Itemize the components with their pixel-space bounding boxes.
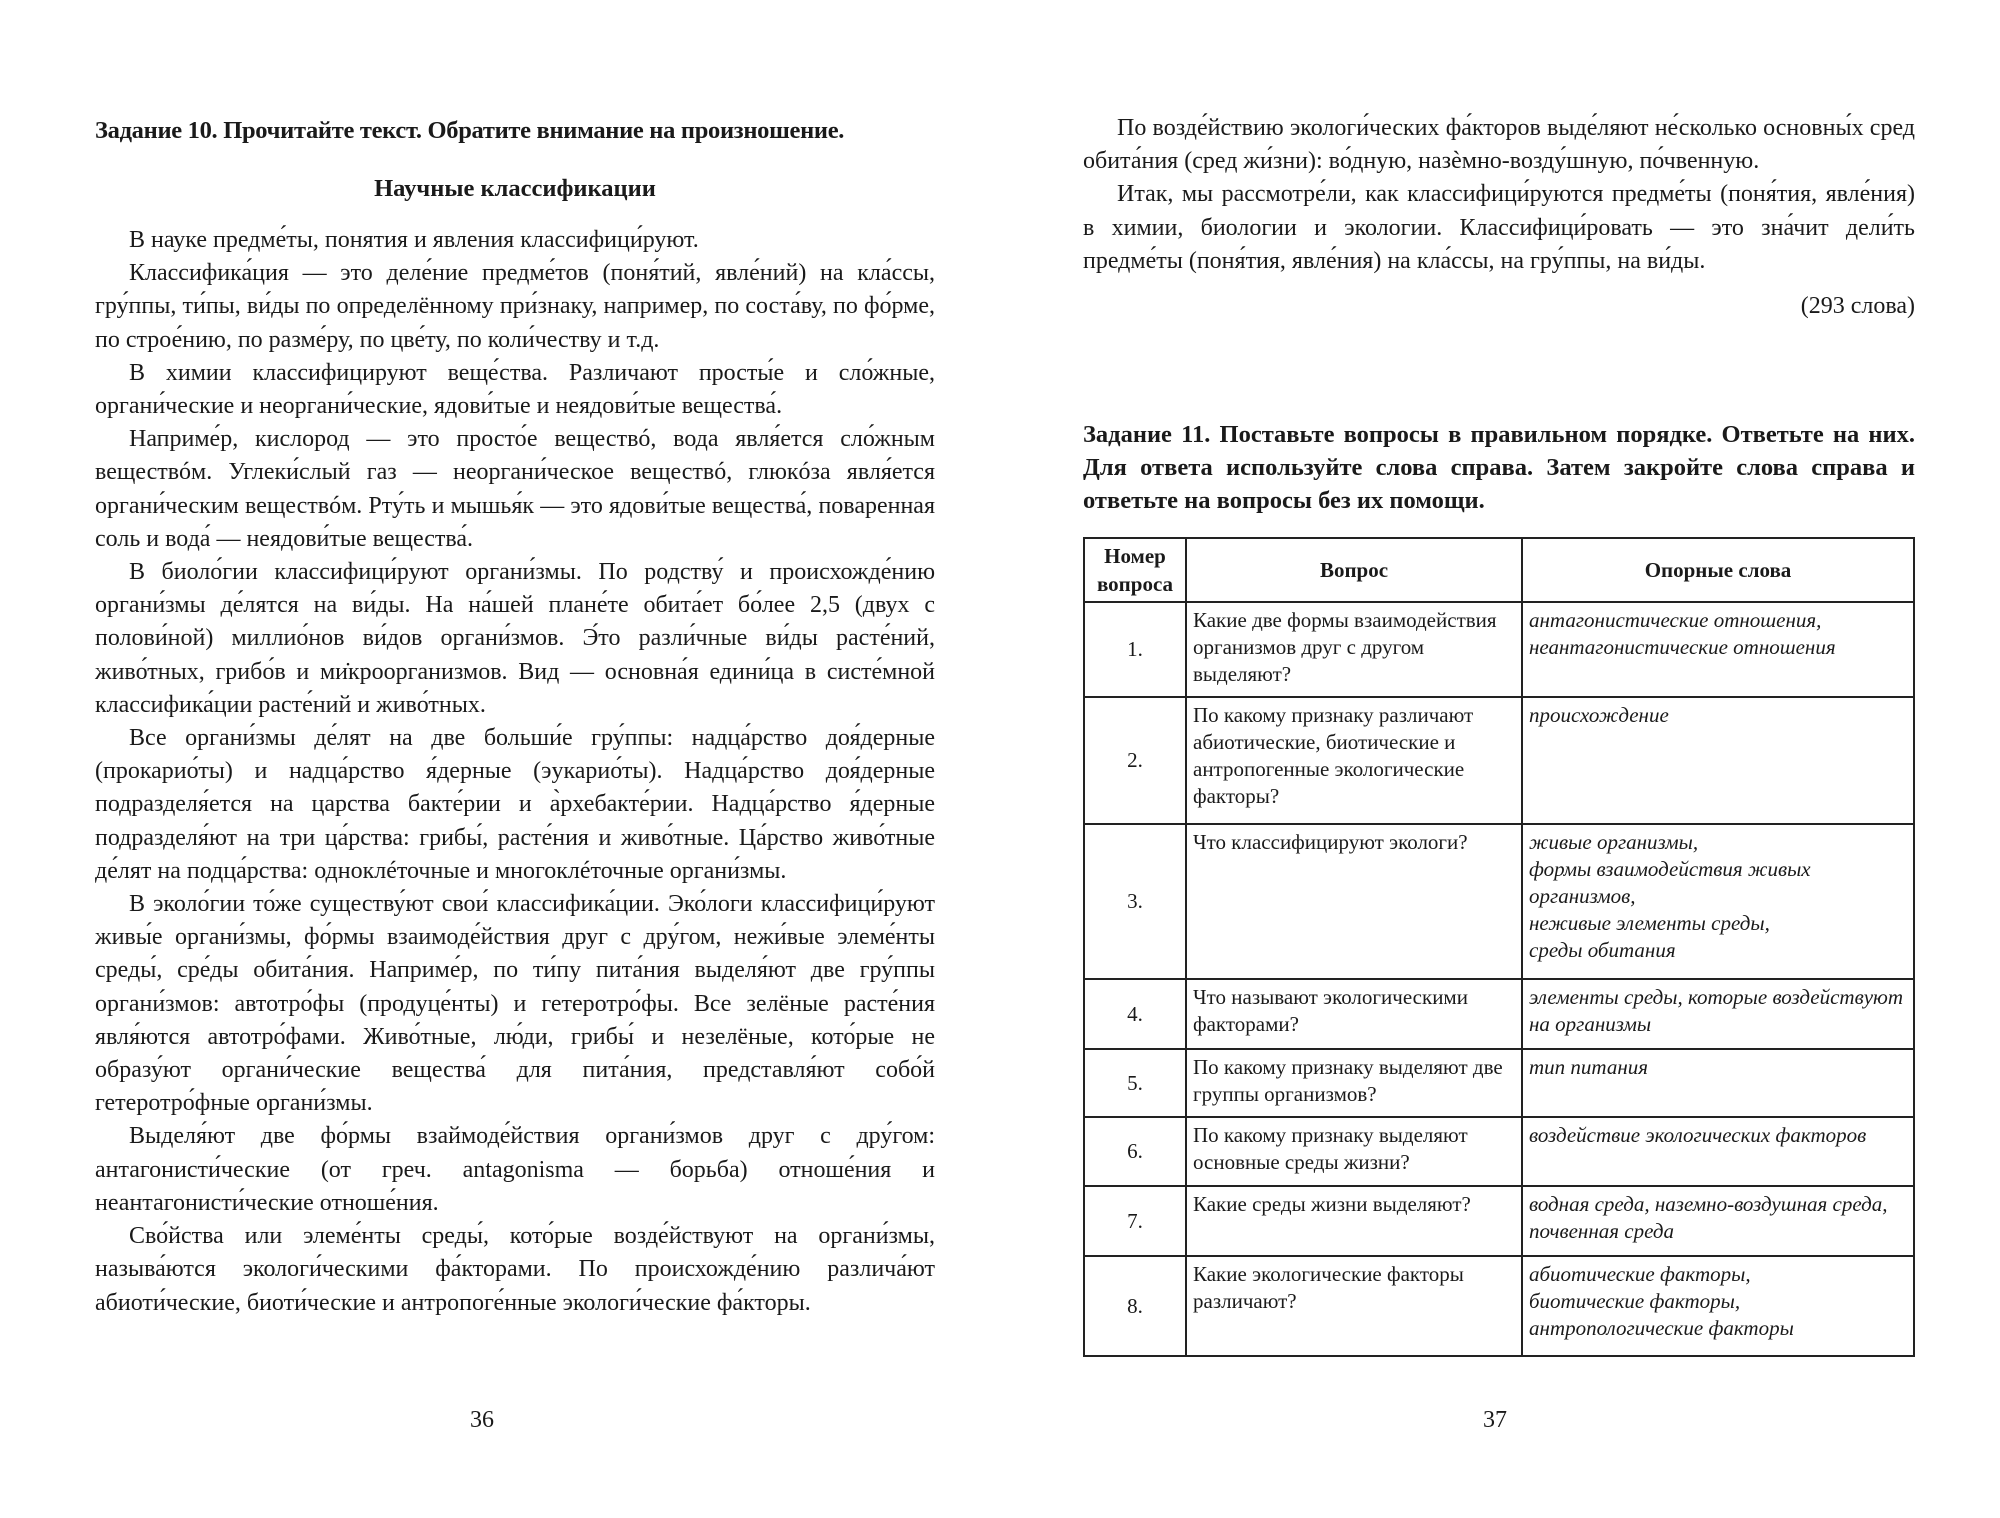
page-number-left: 36	[470, 1407, 494, 1433]
row-keywords	[1522, 824, 1914, 979]
keyword: антропологические факторы	[1529, 1316, 1794, 1340]
row-question: Какие среды жизни выделяют?	[1186, 1186, 1522, 1256]
table-header-row	[1084, 538, 1914, 602]
row-number: 1.	[1084, 602, 1186, 697]
task-10-heading: Задание 10. Прочитайте текст. Обратите внимание на произношение.	[95, 117, 845, 144]
paragraph: Классифика́ция — это деле́ние предме́тов (поня́тий, явле́ний) на кла́ссы, гру́ппы, ти́пы, ви́ды по определённому при́знаку, например, по соста́ву, по фо́рме, по строе́нию, по разме́ру, по цве́ту, по коли́честву и т.д.	[95, 260, 935, 353]
paragraph: В науке предме́ты, понятия и явления классифици́руют.	[129, 227, 699, 253]
row-keywords	[1522, 979, 1914, 1049]
keyword: тип питания	[1529, 1055, 1649, 1079]
keyword: неантагонистические отношения	[1529, 635, 1836, 659]
table-row	[1084, 1117, 1914, 1186]
table-row	[1084, 697, 1914, 824]
row-question: Что классифицируют экологи?	[1186, 824, 1522, 979]
keyword: воздействие экологических факторов	[1529, 1123, 1867, 1147]
questions-table	[1083, 537, 1915, 1357]
row-keywords	[1522, 602, 1914, 697]
row-number: 6.	[1084, 1117, 1186, 1186]
row-question: Какие две формы взаимодействия организмов друг с другом выделяют?	[1186, 602, 1522, 697]
row-number: 4.	[1084, 979, 1186, 1049]
row-number: 5.	[1084, 1049, 1186, 1117]
table-row	[1084, 1256, 1914, 1356]
header-number: Номер вопроса	[1084, 538, 1186, 602]
row-number: 7.	[1084, 1186, 1186, 1256]
row-keywords	[1522, 1186, 1914, 1256]
row-question: Что называют экологическими факторами?	[1186, 979, 1522, 1049]
table-row	[1084, 1049, 1914, 1117]
row-question: По какому признаку выделяют две группы организмов?	[1186, 1049, 1522, 1117]
section-title: Научные классификации	[374, 175, 656, 202]
paragraph: Выделя́ют две фо́рмы взаймоде́йствия органи́змов друг с дру́гом: антагонисти́ческие (от греч. antagonisma — борьба) отноше́ния и неантагонисти́ческие отноше́ния.	[95, 1123, 936, 1216]
row-keywords	[1522, 1117, 1914, 1186]
keyword: формы взаимодействия живых организмов,	[1529, 857, 1811, 908]
paragraph: В биоло́гии классифици́руют органи́змы. По родству́ и происхожде́нию органи́змы де́лятся на ви́ды. На на́шей плане́те обита́ет бо́лее 2,5 (двух с полови́ной) миллио́нов ви́дов органи́змов. Э́то разли́чные ви́ды расте́ний, живо́тных, грибо́в и ми̇кроорганизмов. Вид — основна́я едини́ца в систе́мной классифика́ции расте́ний и живо́тных.	[95, 559, 935, 718]
paragraph: Сво́йства или элеме́нты среды́, кото́рые возде́йствуют на органи́змы, называ́ются экологи́ческими фа́кторами. По происхожде́нию различа́ют абиоти́ческие, биоти́ческие и антропоге́нные экологи́ческие фа́кторы.	[95, 1223, 935, 1316]
row-number: 8.	[1084, 1256, 1186, 1356]
row-question: По какому признаку различают абиотические, биотические и антропогенные экологические факторы?	[1186, 697, 1522, 824]
keyword: среды обитания	[1529, 938, 1676, 962]
keyword: происхождение	[1529, 703, 1669, 727]
left-body-text	[95, 224, 935, 1320]
keyword: элементы среды, которые воздействуют на организмы	[1529, 985, 1904, 1036]
paragraph: В эколо́гии то́же существу́ют свои́ классифика́ции. Эко́логи классифици́руют живы́е органи́змы, фо́рмы взаимоде́йствия друг с дру́гом, нежи́вые элеме́нты среды́, сре́ды обита́ния. Наприме́р, по ти́пу пита́ния выделя́ют две гру́ппы органи́змов: автотро́фы (продуце́нты) и гетеротро́фы. Все зелёные расте́ния явля́ются автотро́фами. Живо́тные, лю́ди, грибы́ и незелёные, кото́рые не образу́ют органи́ческие вещества́ для пита́ния, представля́ют собо́й гетеротро́фные органи́змы.	[95, 891, 935, 1117]
row-number: 2.	[1084, 697, 1186, 824]
paragraph: Итак, мы рассмотре́ли, как классифици́руются предме́ты (поня́тия, явле́ния) в химии, биологии и экологии. Классифици́ровать — это зна́чит дели́ть предме́ты (поня́тия, явле́ния) на кла́ссы, на гру́ппы, на ви́ды.	[1083, 181, 1915, 274]
row-number: 3.	[1084, 824, 1186, 979]
table-row	[1084, 979, 1914, 1049]
page-number-right: 37	[1483, 1407, 1507, 1433]
keyword: биотические факторы,	[1529, 1289, 1741, 1313]
table-row	[1084, 824, 1914, 979]
paragraph: Наприме́р, кислород — это просто́е веществó, вода явля́ется сло́жным веществóм. Углеки́слый газ — неоргани́ческое веществó, глюкóза явля́ется органи́ческим веществóм. Рту́ть и мышья́к — это ядови́тые вещества́, поваренная соль и вода́ — неядови́тые вещества́.	[95, 426, 935, 552]
keyword: абиотические факторы,	[1529, 1262, 1751, 1286]
row-question: Какие экологические факторы различают?	[1186, 1256, 1522, 1356]
table-row	[1084, 602, 1914, 697]
right-body-text	[1083, 112, 1915, 323]
row-keywords	[1522, 697, 1914, 824]
keyword: живые организмы,	[1529, 830, 1699, 854]
header-keywords: Опорные слова	[1522, 538, 1914, 602]
row-question: По какому признаку выделяют основные среды жизни?	[1186, 1117, 1522, 1186]
table-row	[1084, 1186, 1914, 1256]
paragraph: В химии классифицируют веще́ства. Различают просты́е и сло́жные, органи́ческие и неоргани́ческие, ядови́тые и неядови́тые вещества́.	[95, 359, 935, 420]
paragraph: По возде́йствию экологи́ческих фа́кторов выде́ляют не́сколько основны́х сред обита́ния (сред жи́зни): во́дную, назѐмно-возду́шную, по́чвенную.	[1083, 115, 1915, 175]
word-count: (293 слова)	[1800, 293, 1915, 320]
keyword: неживые элементы среды,	[1529, 911, 1770, 935]
row-keywords	[1522, 1049, 1914, 1117]
header-question: Вопрос	[1186, 538, 1522, 602]
row-keywords	[1522, 1256, 1914, 1356]
paragraph: Все органи́змы де́лят на две больши́е гру́ппы: надца́рство доя́дерные (прокарио́ты) и надца́рство я́дерные (эукарио́ты). Надца́рство доя́дерные подразделя́ется на царства бакте́рии и а̀рхебакте́рии. Надца́рство я́дерные подразделя́ют на три ца́рства: грибы́, расте́ния и живо́тные. Ца́рство живо́тные де́лят на подца́рства: одноклéточные и многоклéточные органи́змы.	[95, 725, 935, 884]
task-11-heading: Задание 11. Поставьте вопросы в правильном порядке. Ответьте на них. Для ответа используйте слова справа. Затем закройте слова справа и ответьте на вопросы без их помощи.	[1083, 421, 1915, 514]
keyword: водная среда, наземно-воздушная среда, почвенная среда	[1529, 1192, 1888, 1243]
keyword: антагонистические отношения,	[1529, 608, 1822, 632]
